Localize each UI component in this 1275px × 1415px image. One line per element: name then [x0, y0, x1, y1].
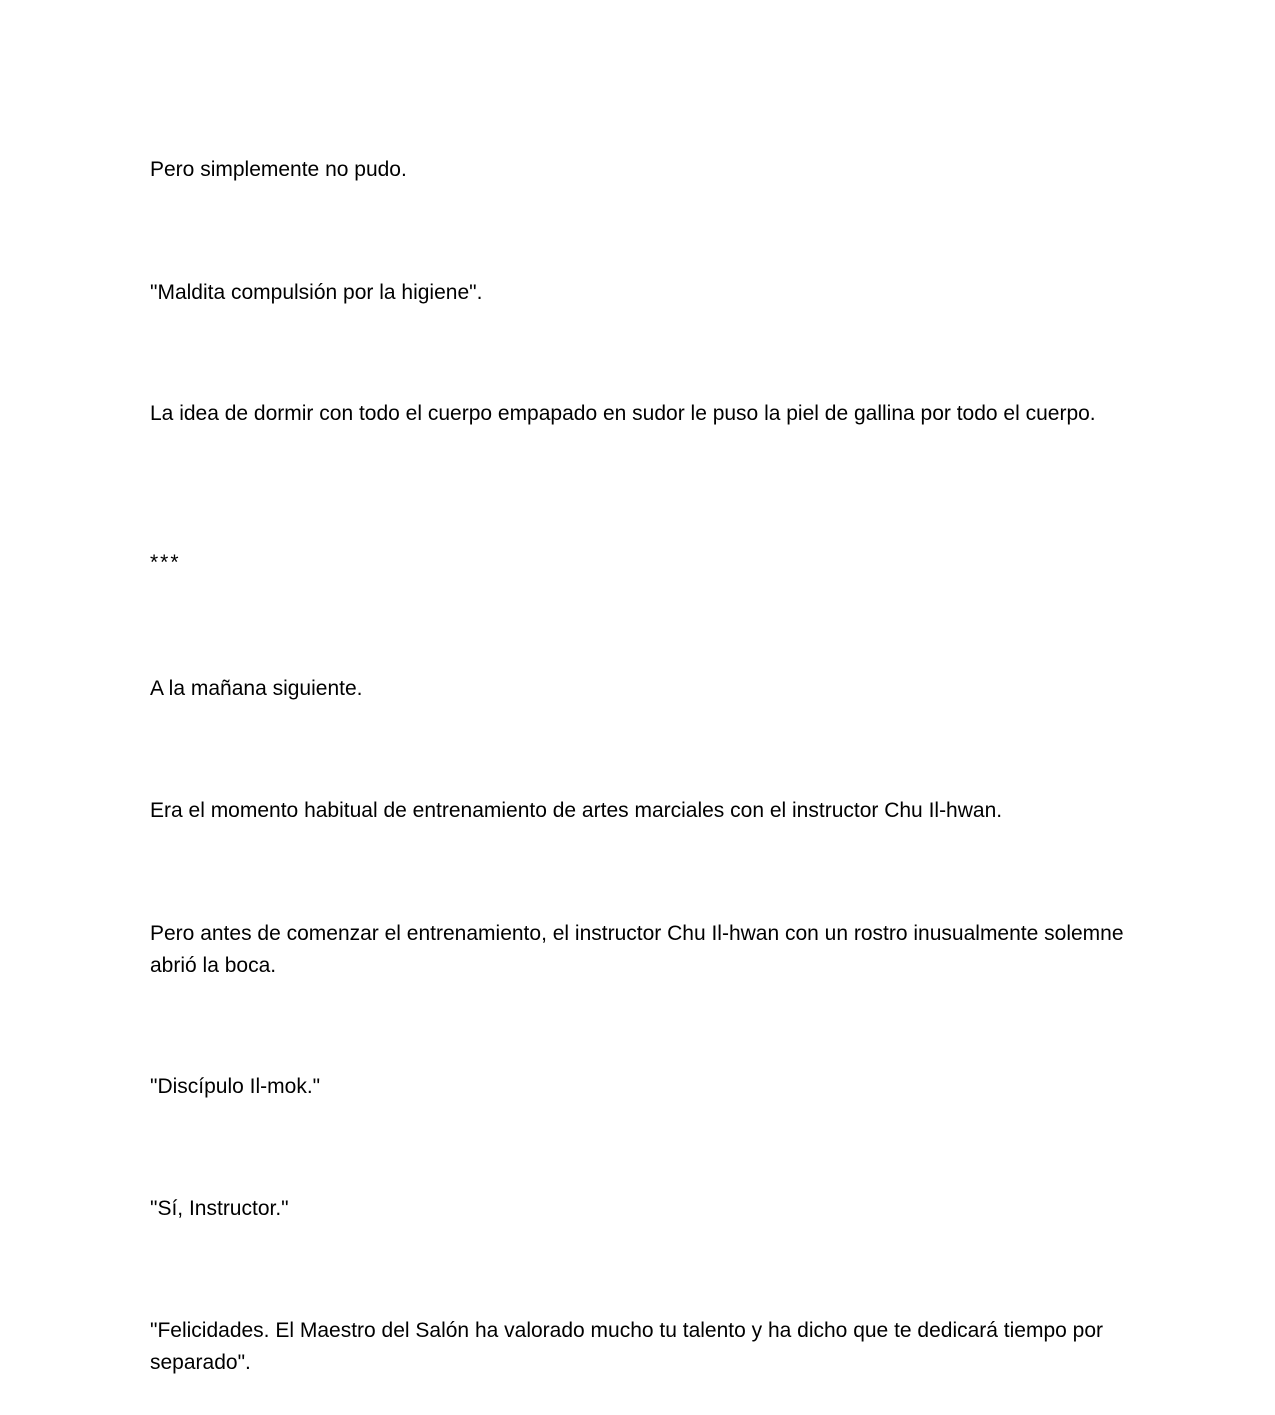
paragraph: A la mañana siguiente.	[150, 677, 363, 700]
paragraph: "Felicidades. El Maestro del Salón ha valorado mucho tu talento y ha dicho que te dedicará tiempo por separado".	[150, 1319, 1104, 1374]
scene-break: ***	[150, 551, 181, 574]
paragraph: "Discípulo Il-mok."	[150, 1075, 321, 1098]
paragraph: Pero simplemente no pudo.	[150, 158, 407, 181]
paragraph: La idea de dormir con todo el cuerpo empapado en sudor le puso la piel de gallina por todo el cuerpo.	[150, 402, 1096, 425]
paragraph: "Maldita compulsión por la higiene".	[150, 281, 483, 304]
paragraph: Pero antes de comenzar el entrenamiento, el instructor Chu Il-hwan con un rostro inusualmente solemne abrió la boca.	[150, 922, 1124, 977]
paragraph: Era el momento habitual de entrenamiento de artes marciales con el instructor Chu Il-hwan.	[150, 799, 1003, 822]
paragraph: "Sí, Instructor."	[150, 1197, 289, 1220]
